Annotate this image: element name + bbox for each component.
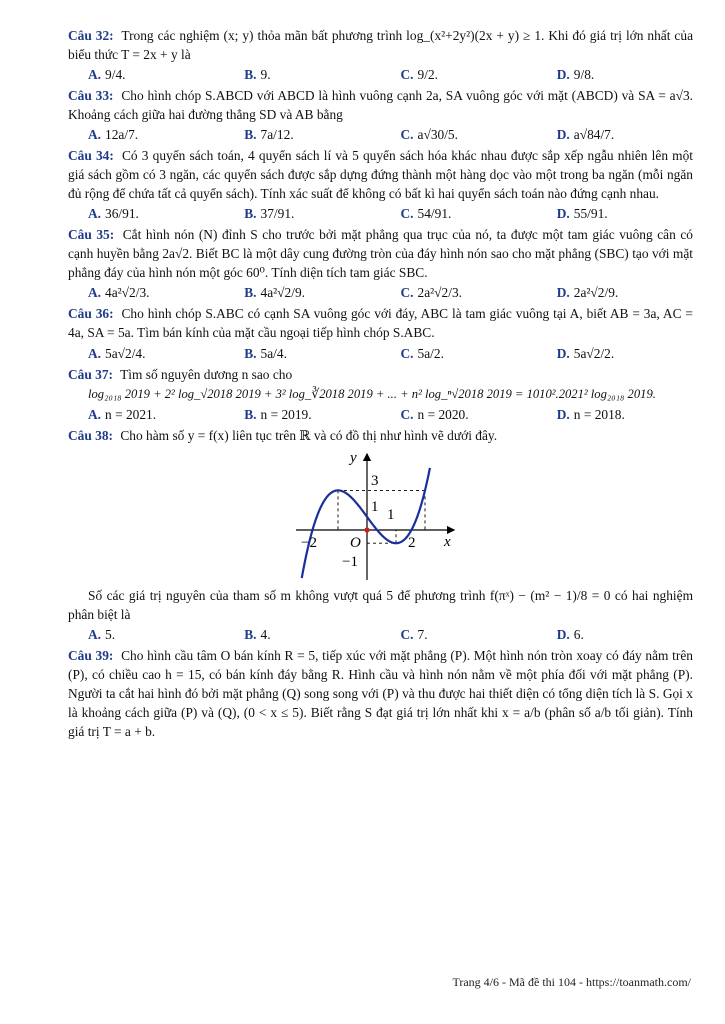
option-value: 12a/7. bbox=[105, 127, 139, 143]
option-label: B. bbox=[244, 285, 257, 301]
page-footer: Trang 4/6 - Mã đề thi 104 - https://toanmath.com/ bbox=[452, 975, 691, 989]
option-b[interactable] bbox=[224, 125, 380, 144]
option-b[interactable] bbox=[224, 625, 380, 644]
option-value: 2a²√2/3. bbox=[417, 285, 462, 301]
question-36 bbox=[68, 304, 693, 342]
tick-label-y-3: 3 bbox=[370, 472, 378, 489]
question-number: Câu 36: bbox=[68, 306, 114, 322]
tick-label-x-1: 1 bbox=[386, 506, 394, 523]
question-text: Có 3 quyển sách toán, 4 quyển sách lí và 5 quyển sách hóa khác nhau được sắp xếp ngẫu nhiên lên một giá sách gồm có 3 ngăn, các quyển sách được sắp dựng đứng thành một hàng dọc vào một trong ba ngăn (mỗi ngăn đủ rộng để chứa tất cả quyển sách). Tính xác suất để không có bất kì hai quyển sách toán nào đứng cạnh nhau. bbox=[68, 148, 693, 202]
options-32 bbox=[68, 65, 693, 84]
option-label: D. bbox=[556, 127, 570, 143]
option-b[interactable] bbox=[224, 405, 380, 424]
option-label: A. bbox=[88, 285, 102, 301]
option-value: a√84/7. bbox=[573, 127, 615, 143]
question-37-formula: log₂₀₁₈ 2019 + 2² log_√2018 2019 + 3² log_∛2018 2019 + ... + n² log_ⁿ√2018 2019 = 1010².2021² log₂₀₁₈ 2019. bbox=[88, 386, 656, 401]
tick-label-y-1: 1 bbox=[370, 498, 378, 515]
option-value: 4. bbox=[260, 626, 271, 642]
option-value: 7. bbox=[417, 626, 428, 642]
option-label: A. bbox=[88, 67, 102, 83]
option-a[interactable] bbox=[68, 65, 224, 84]
option-d[interactable] bbox=[537, 283, 693, 302]
function-graph-container bbox=[68, 450, 693, 582]
function-graph bbox=[296, 450, 466, 582]
origin-label: O bbox=[349, 534, 361, 551]
question-38 bbox=[68, 426, 693, 445]
option-label: B. bbox=[244, 407, 257, 423]
question-number: Câu 35: bbox=[68, 227, 115, 243]
option-a[interactable] bbox=[68, 125, 224, 144]
option-value: 7a/12. bbox=[260, 127, 294, 143]
option-value: 37/91. bbox=[260, 206, 295, 222]
option-label: C. bbox=[400, 285, 414, 301]
tick-label-x-neg2: −2 bbox=[300, 534, 317, 551]
option-label: C. bbox=[400, 626, 414, 642]
option-value: 36/91. bbox=[105, 206, 139, 222]
option-value: 9. bbox=[260, 67, 271, 83]
option-label: D. bbox=[556, 67, 570, 83]
question-number: Câu 37: bbox=[68, 366, 114, 382]
option-label: D. bbox=[556, 626, 570, 642]
option-label: B. bbox=[244, 67, 257, 83]
question-33 bbox=[68, 86, 693, 124]
option-b[interactable] bbox=[224, 204, 380, 223]
option-c[interactable] bbox=[381, 405, 537, 424]
question-number: Câu 33: bbox=[68, 88, 114, 104]
option-label: B. bbox=[244, 345, 257, 361]
function-curve bbox=[301, 467, 429, 577]
option-value: 5a/4. bbox=[260, 345, 287, 361]
option-d[interactable] bbox=[537, 405, 693, 424]
question-39 bbox=[68, 646, 693, 741]
question-number: Câu 32: bbox=[68, 28, 114, 43]
option-label: D. bbox=[556, 345, 570, 361]
option-value: 9/8. bbox=[573, 67, 595, 83]
option-value: n = 2020. bbox=[417, 407, 469, 423]
option-label: A. bbox=[88, 345, 102, 361]
option-value: 55/91. bbox=[573, 206, 608, 222]
option-label: C. bbox=[400, 345, 414, 361]
tick-label-x-2: 2 bbox=[407, 534, 415, 551]
option-value: 5a/2. bbox=[417, 345, 444, 361]
question-38-continued bbox=[68, 586, 693, 624]
option-value: n = 2019. bbox=[260, 407, 312, 423]
option-d[interactable] bbox=[537, 625, 693, 644]
option-value: 4a²√2/9. bbox=[260, 285, 305, 301]
question-list bbox=[68, 26, 693, 742]
option-label: A. bbox=[88, 127, 102, 143]
question-text: Cho hình chóp S.ABCD với ABCD là hình vuông cạnh 2a, SA vuông góc với mặt (ABCD) và SA = a√3. Khoảng cách giữa hai đường thẳng SD và AB bằng bbox=[68, 88, 693, 123]
option-d[interactable] bbox=[537, 204, 693, 223]
question-text: Cho hàm số y = f(x) liên tục trên ℝ và có đồ thị như hình vẽ dưới đây. bbox=[120, 428, 498, 444]
question-37 bbox=[68, 365, 693, 384]
option-a[interactable] bbox=[68, 625, 224, 644]
option-value: 2a²√2/9. bbox=[573, 285, 619, 301]
option-label: B. bbox=[244, 206, 257, 222]
question-text: Cho hình cầu tâm O bán kính R = 5, tiếp xúc với mặt phẳng (P). Một hình nón tròn xoay có đáy nằm trên (P), có chiều cao h = 15, có bán kính đáy bằng R. Hình cầu và hình nón nằm về một phía đối với mặt phẳng (P). Người ta cắt hai hình đó bởi mặt phẳng (Q) song song với (P) và thu được hai thiết diện có tổng diện tích là S. Gọi x là khoảng cách giữa (P) và (Q), (0 < x ≤ 5). Biết rằng S đạt giá trị lớn nhất khi x = a/b (phân số a/b tối giản). Tính giá trị T = a + b. bbox=[68, 647, 693, 739]
x-axis-label: x bbox=[443, 533, 451, 550]
option-c[interactable] bbox=[381, 625, 537, 644]
question-number: Câu 34: bbox=[68, 148, 114, 164]
option-value: 9/4. bbox=[105, 67, 126, 83]
question-34 bbox=[68, 146, 693, 203]
option-a[interactable] bbox=[68, 204, 224, 223]
option-value: 4a²√2/3. bbox=[105, 285, 150, 301]
options-34 bbox=[68, 204, 693, 223]
option-label: D. bbox=[556, 285, 570, 301]
option-label: A. bbox=[88, 407, 102, 423]
option-value: 54/91. bbox=[417, 206, 452, 222]
option-label: C. bbox=[400, 407, 414, 423]
options-38 bbox=[68, 625, 693, 644]
option-label: B. bbox=[244, 626, 257, 642]
option-value: a√30/5. bbox=[417, 127, 458, 143]
option-c[interactable] bbox=[381, 204, 537, 223]
option-c[interactable] bbox=[381, 344, 537, 363]
option-label: B. bbox=[244, 127, 257, 143]
option-label: C. bbox=[400, 206, 414, 222]
option-b[interactable] bbox=[224, 65, 380, 84]
option-label: A. bbox=[88, 626, 102, 642]
option-a[interactable] bbox=[68, 344, 224, 363]
option-c[interactable] bbox=[381, 65, 537, 84]
option-value: 9/2. bbox=[417, 67, 438, 83]
option-b[interactable] bbox=[224, 283, 380, 302]
option-c[interactable] bbox=[381, 283, 537, 302]
option-d[interactable] bbox=[537, 125, 693, 144]
option-value: n = 2021. bbox=[105, 407, 157, 423]
option-value: 5. bbox=[105, 626, 116, 642]
option-label: D. bbox=[556, 206, 570, 222]
question-text: Cắt hình nón (N) đỉnh S cho trước bởi mặt phẳng qua trục của nó, ta được một tam giác vuông cân có cạnh huyền bằng 2a√2. Biết BC là một dây cung đường tròn của đáy hình nón sao cho mặt phẳng (SBC) tạo với mặt phẳng đáy của hình nón một góc 60⁰. Tính diện tích tam giác SBC. bbox=[68, 227, 693, 281]
question-35 bbox=[68, 225, 693, 282]
option-a[interactable] bbox=[68, 405, 224, 424]
question-text: Tìm số nguyên dương n sao cho bbox=[120, 366, 293, 382]
option-value: 5a√2/2. bbox=[573, 345, 615, 361]
question-text: Số các giá trị nguyên của tham số m không vượt quá 5 để phương trình f(πˣ) − (m² − 1)/8 = 0 có hai nghiệm phân biệt là bbox=[68, 587, 693, 622]
question-text: Cho hình chóp S.ABC có cạnh SA vuông góc với đáy, ABC là tam giác vuông tại A, biết AB = 3a, AC = 4a, SA = 5a. Tìm bán kính của mặt cầu ngoại tiếp hình chóp S.ABC. bbox=[68, 306, 693, 341]
question-32 bbox=[68, 26, 693, 64]
options-36 bbox=[68, 344, 693, 363]
option-label: D. bbox=[556, 407, 570, 423]
option-d[interactable] bbox=[537, 65, 693, 84]
option-label: C. bbox=[400, 67, 414, 83]
option-c[interactable] bbox=[381, 125, 537, 144]
question-number: Câu 39: bbox=[68, 647, 114, 663]
option-label: A. bbox=[88, 206, 102, 222]
option-a[interactable] bbox=[68, 283, 224, 302]
question-text: Trong các nghiệm (x; y) thỏa mãn bất phương trình log_(x²+2y²)(2x + y) ≥ 1. Khi đó giá trị lớn nhất của biểu thức T = 2x + y là bbox=[68, 28, 694, 63]
origin-point bbox=[364, 527, 369, 532]
options-35 bbox=[68, 283, 693, 302]
option-b[interactable] bbox=[224, 344, 380, 363]
option-value: 6. bbox=[573, 626, 584, 642]
option-d[interactable] bbox=[537, 344, 693, 363]
y-axis-label: y bbox=[349, 449, 357, 466]
option-label: C. bbox=[400, 127, 414, 143]
options-37 bbox=[68, 405, 693, 424]
options-33 bbox=[68, 125, 693, 144]
option-value: 5a√2/4. bbox=[105, 345, 146, 361]
option-value: n = 2018. bbox=[573, 407, 625, 423]
question-number: Câu 38: bbox=[68, 428, 114, 444]
tick-label-y-neg1: −1 bbox=[341, 553, 358, 570]
